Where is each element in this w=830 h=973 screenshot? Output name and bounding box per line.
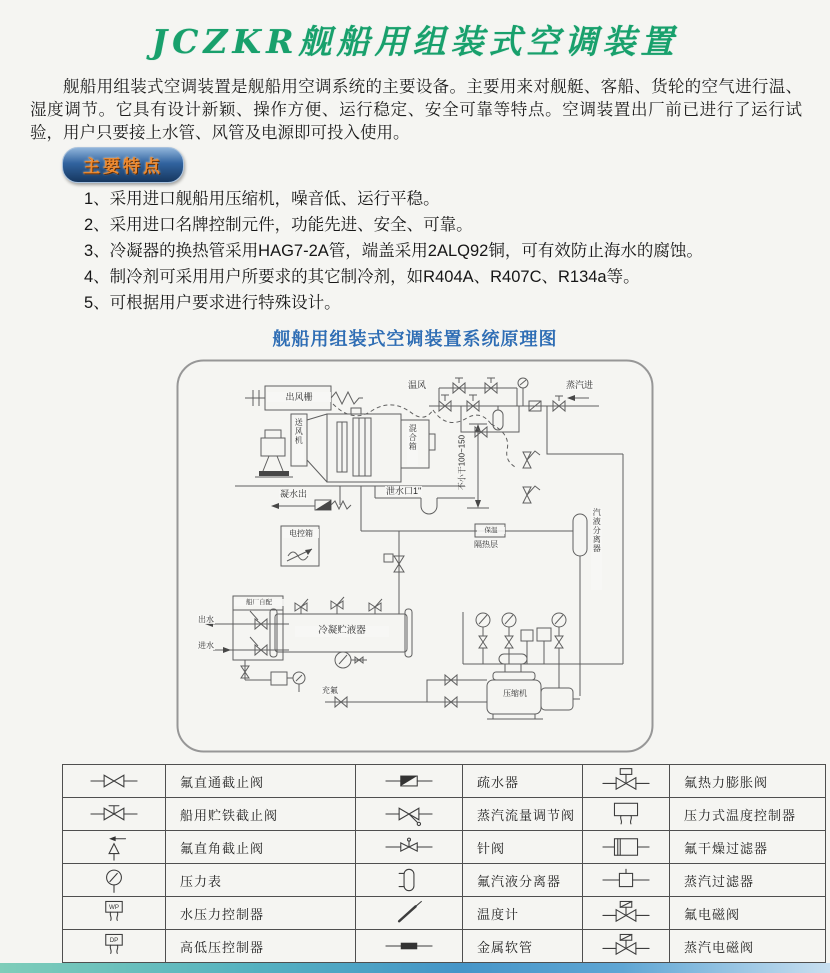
legend-label: 氟电磁阀 — [670, 897, 826, 930]
feature-item: 4、制冷剂可采用用户所要求的其它制冷剂，如R404A、R407C、R134a等。 — [84, 268, 640, 286]
legend-row — [63, 798, 826, 831]
features-list — [84, 186, 703, 316]
legend-label: 蒸汽流量调节阀 — [463, 798, 583, 831]
legend-label: 高低压控制器 — [166, 930, 356, 963]
steam-filter-icon — [583, 864, 670, 897]
steam-solenoid-valve-icon — [583, 930, 670, 963]
legend-label: 氟直通截止阀 — [166, 765, 356, 798]
legend-label: 针阀 — [463, 831, 583, 864]
legend-row — [63, 897, 826, 930]
globe-valve-icon — [63, 765, 166, 798]
legend-label: 压力表 — [166, 864, 356, 897]
label-water-out: 出水 — [198, 615, 214, 624]
drier-filter-icon — [583, 831, 670, 864]
legend-label: 金属软管 — [463, 930, 583, 963]
label-mixing-box: 混合箱 — [407, 424, 418, 466]
label-vapor-liquid-separator: 汽液分离器 — [591, 508, 602, 590]
steam-trap-icon — [356, 765, 463, 798]
legend-label: 氟热力膨胀阀 — [670, 765, 826, 798]
svg-text:DP: DP — [109, 936, 119, 944]
label-warm-air: 温风 — [408, 380, 427, 390]
needle-valve-icon — [356, 831, 463, 864]
legend-row — [63, 864, 826, 897]
angle-valve-icon — [63, 831, 166, 864]
label-min-distance: 不小于100~150 — [457, 434, 467, 491]
legend-table-body — [63, 765, 826, 963]
label-steam-in: 蒸汽进 — [566, 380, 594, 390]
legend-label: 氟干燥过滤器 — [670, 831, 826, 864]
schematic-diagram — [175, 358, 655, 755]
legend-label: 氟汽液分离器 — [463, 864, 583, 897]
feature-item: 3、冷凝器的换热管采用HAG7-2A管，端盖采用2ALQ92铜，可有效防止海水的腐蚀。 — [84, 242, 703, 260]
label-supply-fan: 送风机 — [293, 418, 304, 464]
separator-icon — [356, 864, 463, 897]
label-insulation-layer: 隔热层 — [474, 540, 498, 549]
wp-controller-icon — [63, 897, 166, 930]
schematic-line-art — [175, 358, 655, 755]
label-drain-port: 泄水口1" — [386, 486, 422, 496]
thermometer-icon — [356, 897, 463, 930]
feature-item: 2、采用进口名牌控制元件，功能先进、安全、可靠。 — [84, 216, 473, 234]
dp-controller-icon — [63, 930, 166, 963]
feature-item: 1、采用进口舰船用压缩机，噪音低、运行平稳。 — [84, 190, 440, 208]
legend-row — [63, 765, 826, 798]
marine-stop-valve-icon — [63, 798, 166, 831]
legend-label: 压力式温度控制器 — [670, 798, 826, 831]
label-condenser-receiver: 冷凝贮液器 — [295, 626, 389, 637]
legend-section — [62, 764, 826, 963]
legend-label: 蒸汽过滤器 — [670, 864, 826, 897]
label-charge-refrigerant: 充氟 — [322, 686, 338, 695]
legend-label: 疏水器 — [463, 765, 583, 798]
intro-paragraph: 舰船用组装式空调装置是舰船用空调系统的主要设备。主要用来对舰艇、客船、货轮的空气进行温、湿度调节。它具有设计新颖、操作方便、运行稳定、安全可靠等特点。空调装置出厂前已进行了运行试验，用户只要接上水管、风管及电源即可投入使用。 — [30, 78, 802, 142]
legend-row — [63, 831, 826, 864]
legend-label: 氟直角截止阀 — [166, 831, 356, 864]
label-air-outlet-grille: 出风栅 — [267, 392, 331, 402]
diagram-title: 舰船用组装式空调装置系统原理图 — [272, 329, 558, 349]
steam-regulating-valve-icon — [356, 798, 463, 831]
legend-table — [62, 764, 826, 963]
label-shipyard-supplied: 船厂自配 — [234, 599, 284, 606]
page-title: JCZKR舰船用组装式空调装置 — [151, 22, 679, 61]
pressure-gauge-icon — [63, 864, 166, 897]
feature-item: 5、可根据用户要求进行特殊设计。 — [84, 294, 341, 312]
legend-label: 水压力控制器 — [166, 897, 356, 930]
label-condensate-out: 凝水出 — [280, 489, 308, 499]
svg-text:WP: WP — [109, 903, 119, 911]
bottom-color-strip — [0, 963, 830, 973]
legend-label: 温度计 — [463, 897, 583, 930]
legend-label: 船用贮铁截止阀 — [166, 798, 356, 831]
legend-label: 蒸汽电磁阀 — [670, 930, 826, 963]
metal-hose-icon — [356, 930, 463, 963]
thermal-expansion-valve-icon — [583, 765, 670, 798]
solenoid-valve-icon — [583, 897, 670, 930]
features-badge: 主要特点 — [62, 147, 184, 183]
label-water-in: 进水 — [198, 641, 214, 650]
label-electric-control-box: 电控箱 — [283, 529, 319, 538]
pressure-temp-controller-icon — [583, 798, 670, 831]
legend-row — [63, 930, 826, 963]
label-insulation-wrap: 保温 — [477, 527, 505, 534]
label-compressor: 压缩机 — [503, 689, 527, 698]
